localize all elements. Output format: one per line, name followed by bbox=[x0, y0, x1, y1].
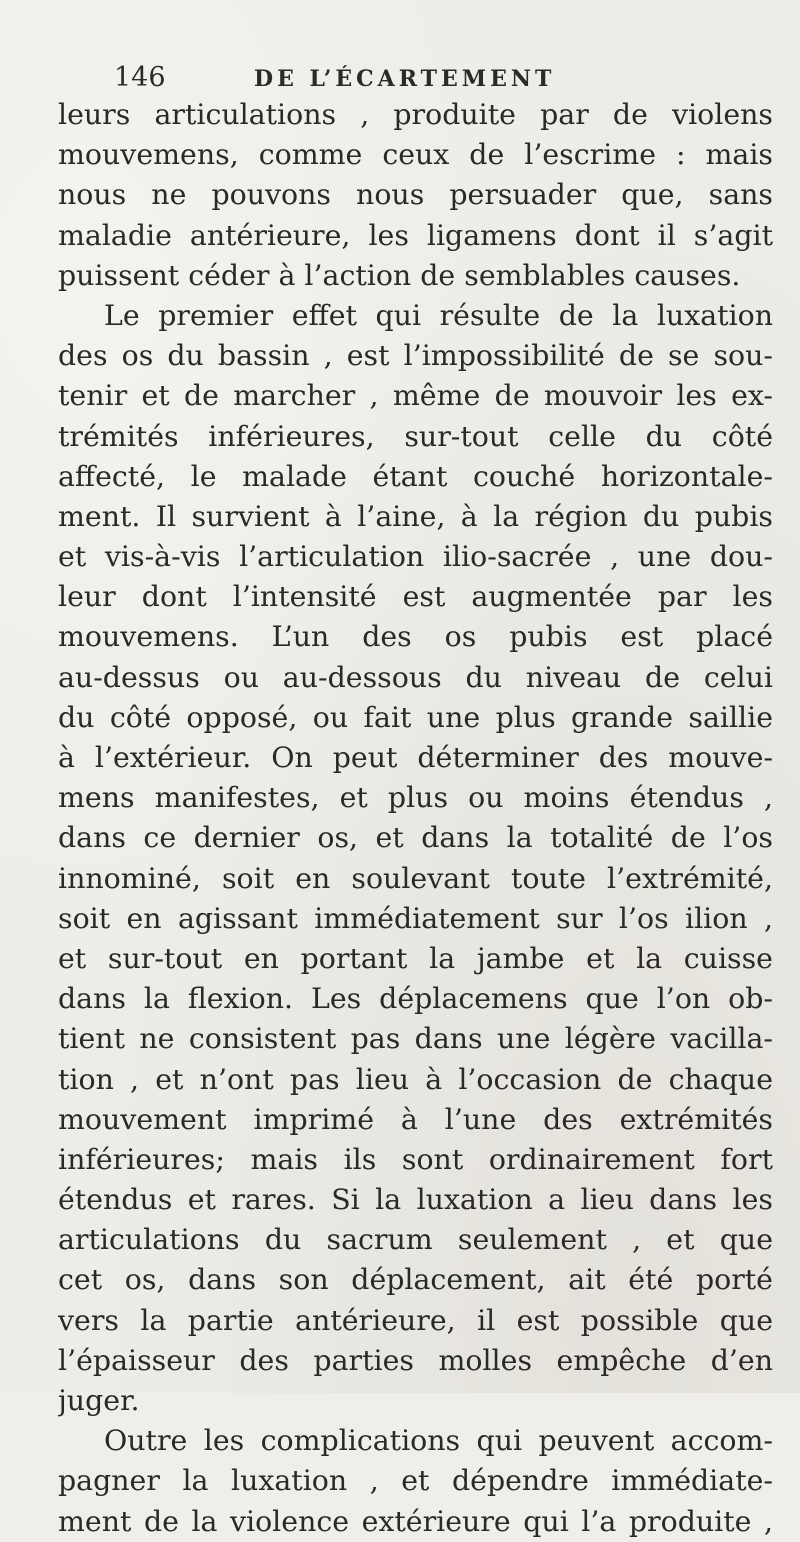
text-line: à l’extérieur. On peut déterminer des mouve- bbox=[58, 741, 773, 774]
text-line: trémités inférieures, sur-tout celle du côté bbox=[58, 419, 773, 453]
text-line: nous ne pouvons nous persuader que, sans bbox=[58, 178, 773, 212]
text-line: étendus et rares. Si la luxation a lieu dans les bbox=[58, 1183, 773, 1217]
text-line: tenir et de marcher , même de mouvoir les ex- bbox=[58, 379, 773, 413]
text-line: vers la partie antérieure, il est possible que bbox=[58, 1303, 773, 1337]
text-line: innominé, soit en soulevant toute l’extrémité, bbox=[58, 861, 773, 895]
text-line: et sur-tout en portant la jambe et la cuisse bbox=[58, 941, 773, 975]
text-line: au-dessus ou au-dessous du niveau de celui bbox=[58, 660, 773, 694]
running-title: DE L’ÉCARTEMENT bbox=[254, 66, 556, 92]
text-line: pagner la luxation , et dépendre immédiate- bbox=[58, 1464, 773, 1498]
text-line: mouvemens. L’un des os pubis est placé bbox=[58, 620, 773, 654]
text-line: cet os, dans son déplacement, ait été porté bbox=[58, 1263, 773, 1297]
text-line: ment. Il survient à l’aine, à la région du pubis bbox=[58, 499, 773, 533]
text-line: inférieures; mais ils sont ordinairement fort bbox=[58, 1142, 773, 1176]
text-line: des os du bassin , est l’impossibilité de se sou- bbox=[58, 339, 773, 373]
text-line: tion , et n’ont pas lieu à l’occasion de chaque bbox=[58, 1062, 773, 1096]
text-line: leurs articulations , produite par de violens bbox=[58, 98, 773, 131]
text-line: et vis-à-vis l’articulation ilio-sacrée , une dou- bbox=[58, 540, 773, 574]
text-line: articulations du sacrum seulement , et que bbox=[58, 1223, 773, 1257]
page-number: 146 bbox=[114, 62, 166, 93]
text-line: mens manifestes, et plus ou moins étendus , bbox=[58, 781, 773, 815]
text-line: juger. bbox=[58, 1384, 140, 1417]
text-line: maladie antérieure, les ligamens dont il s’agit bbox=[58, 218, 773, 252]
text-line: l’épaisseur des parties molles empêche d’en bbox=[58, 1343, 773, 1377]
text-line: puissent céder à l’action de semblables causes. bbox=[58, 258, 741, 292]
text-line: leur dont l’intensité est augmentée par les bbox=[58, 580, 773, 614]
text-line: dans ce dernier os, et dans la totalité de l’os bbox=[58, 821, 773, 855]
text-line: Le premier effet qui résulte de la luxation bbox=[104, 298, 773, 332]
text-line: tient ne consistent pas dans une légère vacilla- bbox=[58, 1022, 773, 1056]
text-line: mouvement imprimé à l’une des extrémités bbox=[58, 1102, 773, 1136]
text-line: soit en agissant immédiatement sur l’os ilion , bbox=[58, 901, 773, 935]
text-line: du côté opposé, ou fait une plus grande saillie bbox=[58, 700, 773, 734]
body-text bbox=[58, 95, 773, 1542]
text-line: Outre les complications qui peuvent accom- bbox=[104, 1424, 773, 1458]
text-line: ment de la violence extérieure qui l’a produite , bbox=[58, 1504, 773, 1538]
text-line: dans la flexion. Les déplacemens que l’on ob- bbox=[58, 982, 773, 1016]
text-line: mouvemens, comme ceux de l’escrime : mais bbox=[58, 138, 773, 172]
text-line: affecté, le malade étant couché horizontale- bbox=[58, 459, 773, 493]
